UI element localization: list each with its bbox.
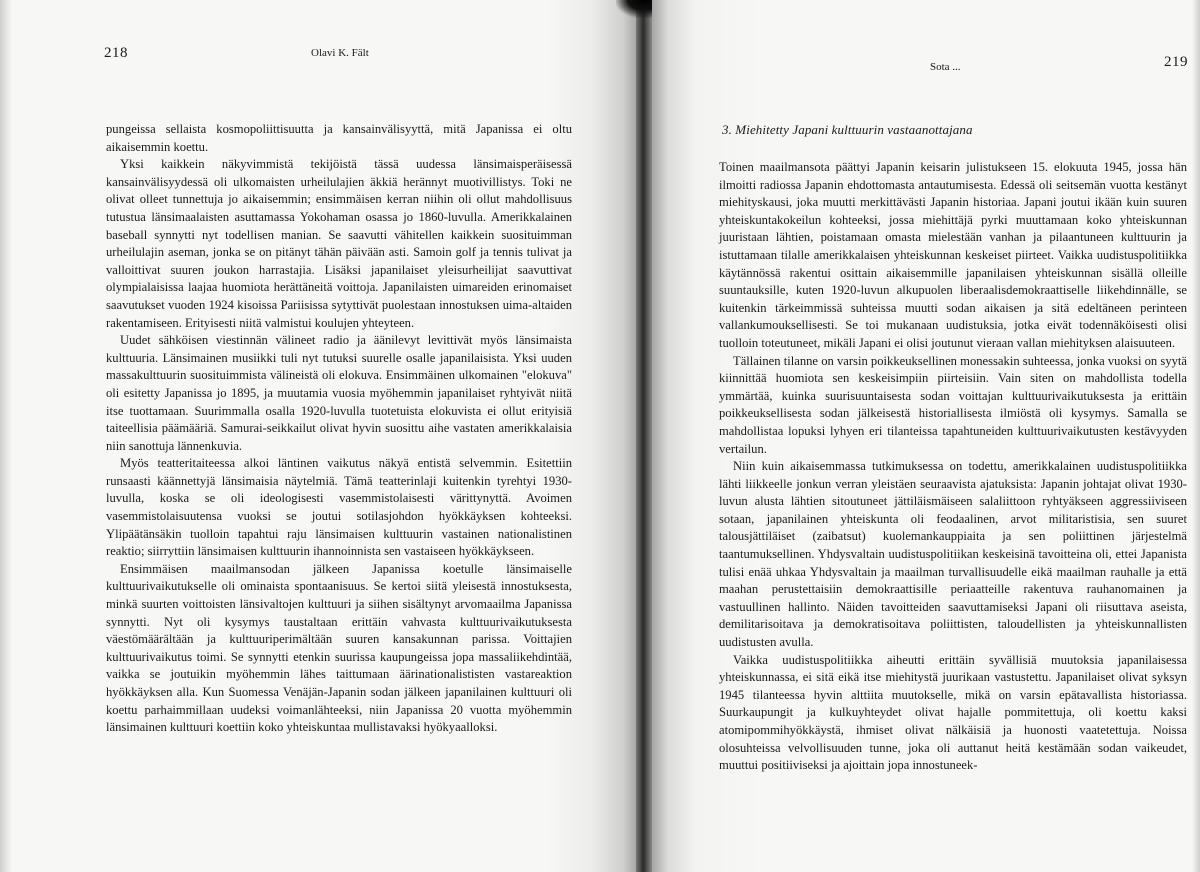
- section-heading: 3. Miehitetty Japani kulttuurin vastaanottajana: [722, 122, 973, 137]
- right-paragraph-4: Vaikka uudistuspolitiikka aiheutti erittäin syvällisiä muutoksia japanilaisessa yhteiskunnassa, ei sitä eikä itse miehitystä juurikaan vastustettu. Japanilaiset olivat syksyn 1945 tilanteessa hyvin alttiita muutokselle, mikä on varsin epätavallista historiassa. Suurkaupungit ja kulkuyhteydet olivat hajalle pommitettuja, oli koettu kaksi atomipommihyökkäystä, ihmiset olivat nälkäisiä ja huonosti vaatetettuja. Noissa olosuhteissa velvollisuuden tunne, joka oli auttanut heitä kestämään sodan vaikeudet, muuttui positiiviseksi ja ajoittain jopa innostuneek-: [719, 652, 1187, 773]
- right-page-edge-shadow: [1192, 0, 1200, 872]
- right-running-head: Sota ...: [930, 61, 961, 73]
- right-page-number: 219: [1164, 54, 1188, 70]
- left-paragraph-4: Myös teatteritaiteessa alkoi läntinen vaikutus näkyä entistä selvemmin. Esitettiin runsaasti käännettyjä länsimaisia näytelmiä. Tämä teatterinlaji kuitenkin tyrehtyi 1930-luvulla, koska se oli ideologisesti vasemmistolaisesti värittynyttä. Avoimen vasemmistolaisuutensa vuoksi se joutui sotilasjohdon hyökkäyksen kohteeksi. Ylipäätänsäkin tuolloin tapahtui raju länsimaisen kulttuurin vastainen nationalistinen reaktio; siirryttiin länsimaisen kulttuurin ihannoinnista sen vastaiseen hyökkäykseen.: [106, 456, 572, 559]
- right-paragraph-2: Tällainen tilanne on varsin poikkeuksellinen monessakin suhteessa, jonka vuoksi on syytä kiinnittää huomiota sen keskeisimpiin piirteisiin. Vain siten on mahdollista todella ymmärtää, kuinka suurisuuntaisesta sodan voittajan kulttuurivaikutuksesta ja erittäin poikkeuksellisesta sodan jälkeisestä historiallisesta ilmiöstä oli kysymys. Samalla se mahdollistaa lopuksi lyhyen eri tilanteissa tapahtuneiden kulttuurivaikutusten kestävyyden vertailun.: [719, 353, 1187, 456]
- right-paragraph-1: Toinen maailmansota päättyi Japanin keisarin julistukseen 15. elokuuta 1945, jossa hän ilmoitti radiossa Japanin ehdottomasta antautumisesta. Edessä oli seitsemän vuotta kestänyt miehityskausi, joka muutti merkittävästi Japanin historiaa. Japani joutui ikään kuin suuren yhteiskuntakokeilun kohteeksi, jossa miehittäjä pyrki muuttamaan koko yhteiskunnan juuristaan lähtien, poistamaan omasta mielestään vanhan ja pilaantuneen kulttuurin ja istuttamaan tilalle amerikkalaisen yhteiskunnan keskeiset piirteet. Vaikka uudistuspolitiikka käytännössä rakentui osittain aikaisemmille japanilaisen yhteiskunnan sisällä olleille suuntauksille, kuten 1920-luvun alkupuolen liberaalisdemokraattiselle liikehdinnälle, se kuitenkin tärkeimmissä suhteissa muutti sodan aikaisen ja sitä edeltäneen perinteen vallankumouksellisesti. Se toi mukanaan uudistuksia, jotka eivät todennäköisesti olisi tuolloin toteutuneet, mikäli Japani ei olisi joutunut vieraan vallan miehityksen alaisuuteen.: [719, 160, 1187, 350]
- right-page: [652, 0, 1200, 872]
- left-running-head: Olavi K. Fält: [311, 47, 369, 59]
- left-body-text: [106, 121, 572, 737]
- book-gutter: [636, 0, 652, 872]
- right-paragraph-3: Niin kuin aikaisemmassa tutkimuksessa on todettu, amerikkalainen uudistuspolitiikka lähti liikkeelle jonkun verran yleistäen seuraavista ajatuksista: Japanin johtajat olivat 1930-luvun alusta lähtien sitoutuneet jättiläismäiseen salaliittoon ryhtyäkseen aggressiiviseen sotaan, japanilainen yhteiskunta oli feodaalinen, arvot militaristisia, sen suuret talousjättiläiset (zaibatsut) kuolemankauppiaita ja sen poliittinen järjestelmä taantumuksellinen. Yhdysvaltain uudistuspolitiikan keskeisinä tavoitteina oli, ettei Japanista tulisi enää uhkaa Yhdysvaltain ja maailman turvallisuudelle eikä maailman rauhalle ja että maahan perustettaisiin demokraattisille periaatteille rakentuva rauhanomainen ja vastuullinen hallinto. Näiden tavoitteiden saavuttamiseksi Japani oli riisuttava aseista, demilitarisoitava ja demokratisoitava poliittisten, taloudellisten ja yhteiskunnallisten uudistusten avulla.: [719, 459, 1187, 650]
- left-paragraph-1: pungeissa sellaista kosmopoliittisuutta ja kansainvälisyyttä, mitä Japanissa ei oltu aikaisemmin koettu.: [106, 122, 572, 154]
- left-page-edge-shadow: [0, 0, 12, 872]
- right-body-text: [719, 159, 1187, 775]
- left-paragraph-5: Ensimmäisen maailmansodan jälkeen Japanissa koetulle länsimaiselle kulttuurivaikutukselle oli ominaista spontaanisuus. Se kertoi siitä yleisestä innostuksesta, minkä suurten voittoisten länsivaltojen kulttuuri ja siihen sisältynyt arvomaailma Japanissa synnytti. Nyt oli kysymys taustaltaan erittäin vahvasta kulttuurivaikutuksesta väestömäärältään ja kulttuuriperimältään suuren kansakunnan parissa. Voittajien kulttuurivaikutus toimi. Se synnytti etenkin suurissa kaupungeissa jopa massaliikehdintää, vaikka se joutuikin myöhemmin lähes taittumaan äärinationalististen vastareaktion hyökkäyksen alla. Kun Suomessa Venäjän-Japanin sodan jälkeen japanilainen kulttuuri oli koettu parhaimmillaan uudeksi voimanlähteeksi, niin Japanissa 20 vuotta myöhemmin länsimainen kulttuuri koettiin koko yhteiskuntaa mullistavaksi hyökyaalloksi.: [106, 561, 572, 735]
- left-paragraph-3: Uudet sähköisen viestinnän välineet radio ja äänilevyt levittivät myös länsimaista kulttuuria. Länsimainen musiikki tuli nyt tutuksi suurelle osalle japanilaisista. Yksi uuden massakulttuurin suosituimmista välineistä oli elokuva. Ensimmäinen ulkomainen "elokuva" oli esitetty Japanissa jo 1895, ja muutamia vuosia myöhemmin japanilaiset ryhtyivät niitä itse tuottamaan. Suurimmalla osalla 1920-luvulla tuotetuista elokuvista ei ollut erityisiä taiteellisia päämääriä. Samurai-seikkailut olivat hyvin suosittu aihe vastaten amerikkalaisia niin sanottuja lännenkuvia.: [106, 333, 572, 453]
- left-paragraph-2: Yksi kaikkein näkyvimmistä tekijöistä tässä uudessa länsimaisperäisessä kansainvälisyydessä oli ulkomaisten urheilulajien äkkiä herännyt muotivillistys. Toki ne olivat olleet tunnettuja jo aikaisemmin; ensimmäisen kerran niihin oli ollut mahdollisuus tutustua länsimaalaisten asuttamassa Yokohaman osassa jo 1860-luvulla. Amerikkalainen baseball synnytti nyt todellisen manian. Se saavutti vähitellen kaikkein suosituimman urheilulajin aseman, jonka se on pitänyt tähän päivään asti. Samoin golf ja tennis tulivat ja valloittivat suuren joukon harrastajia. Lisäksi japanilaiset yleisurheilijat saavuttivat olympialaisissa laajaa huomiota herättäneitä voittoja. Japanilaisten uimareiden erinomaiset saavutukset vuoden 1924 kisoissa Pariisissa sytyttivät puolestaan innostuksen uima-altaiden rakentamiseen. Erityisesti niitä valmistui koulujen yhteyteen.: [106, 157, 572, 330]
- left-page-number: 218: [104, 45, 128, 61]
